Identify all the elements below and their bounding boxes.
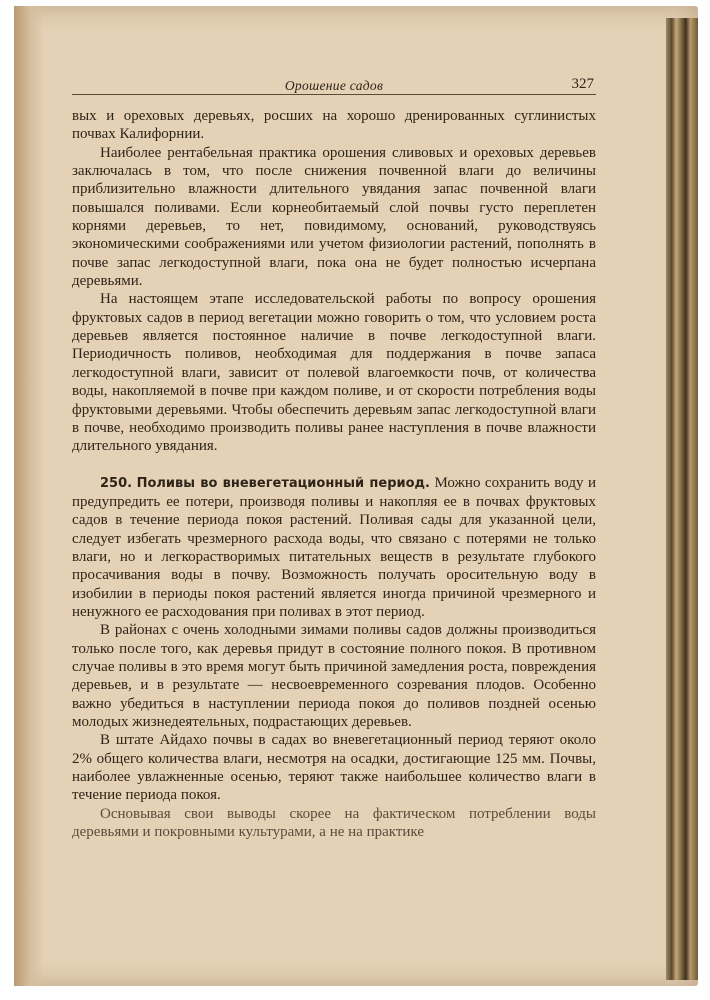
section-number: 250.	[100, 475, 133, 491]
paragraph: Наиболее рентабельная практика орошения сливовых и ореховых деревьев заключалась в том, что после снижения почвенной влаги до величины приблизительно влажности длительного увядания запас почвенной влаги повышался поливами. Если корнеобитаемый слой почвы густо переплетен корнями деревьев, то нет, повидимому, оснований, руководствуясь экономическими соображениями или учетом физиологии растений, пополнять в почве запас легкодоступной влаги, пока она не будет полностью исчерпана деревьями.	[72, 144, 596, 290]
section-lead-text: Можно сохранить воду и предупредить ее потери, производя поливы и накопляя ее в почвах фруктовых садов в течение периода покоя растений. Поливая сады для указанной цели, следует избегать чрезмерного расхода воды, что связано с потерями не только влаги, но и легкорастворимых питательных веществ в результате глубокого просачивания воды в почву. Возможность получать оросительную воду в изобилии в периоды покоя растений является иногда причиной чрезмерного и ненужного ее расходования при поливах в этот период.	[72, 474, 596, 620]
running-title: Орошение садов	[284, 78, 384, 93]
paragraph: В районах с очень холодными зимами поливы садов должны производиться только после того, как деревья придут в состояние полного покоя. В противном случае поливы в это время могут быть причиной замедления роста, повреждения деревьев, и в результате — несвоевременного созревания плодов. Особенно важно убедиться в наступлении периода покоя до поливов поздней осенью молодых жизнедеятельных, подрастающих деревьев.	[72, 622, 596, 730]
paragraph: Основывая свои выводы скорее на фактическом потреблении воды деревьями и покровными культурами, а не на практике	[72, 805, 596, 841]
paragraph: В штате Айдахо почвы в садах во вневегетационный период теряют около 2% общего количества влаги, несмотря на осадки, достигающие 125 мм. Почвы, наиболее увлажненные осенью, теряют также наибольшее количество влаги в течение периода покоя.	[72, 732, 596, 804]
page-number: 327	[571, 76, 594, 92]
section-paragraph	[72, 474, 596, 622]
page-gutter-shadow	[14, 6, 44, 986]
section-title: Поливы во вневегетационный период.	[136, 475, 430, 491]
paragraph-continued: вых и ореховых деревьях, росших на хорошо дренированных суглинистых почвах Калифорнии.	[72, 108, 596, 143]
book-page	[72, 72, 596, 841]
paragraph: На настоящем этапе исследовательской работы по вопросу орошения фруктовых садов в период вегетации можно говорить о том, что условием роста деревьев является постоянное наличие в почве легкодоступной влаги. Периодичность поливов, необходимая для поддержания в почве запаса легкодоступной влаги, зависит от полевой влагоемкости почв, от количества воды, накопляемой в почве при каждом поливе, и от скорости потребления воды фруктовыми деревьями. Чтобы обеспечить деревьям запас легкодоступной влаги в почве, необходимо производить поливы ранее наступления в почве влажности длительного увядания.	[72, 291, 596, 455]
body-text	[72, 107, 596, 841]
book-spine-edge	[666, 18, 698, 980]
page-header	[72, 72, 596, 95]
